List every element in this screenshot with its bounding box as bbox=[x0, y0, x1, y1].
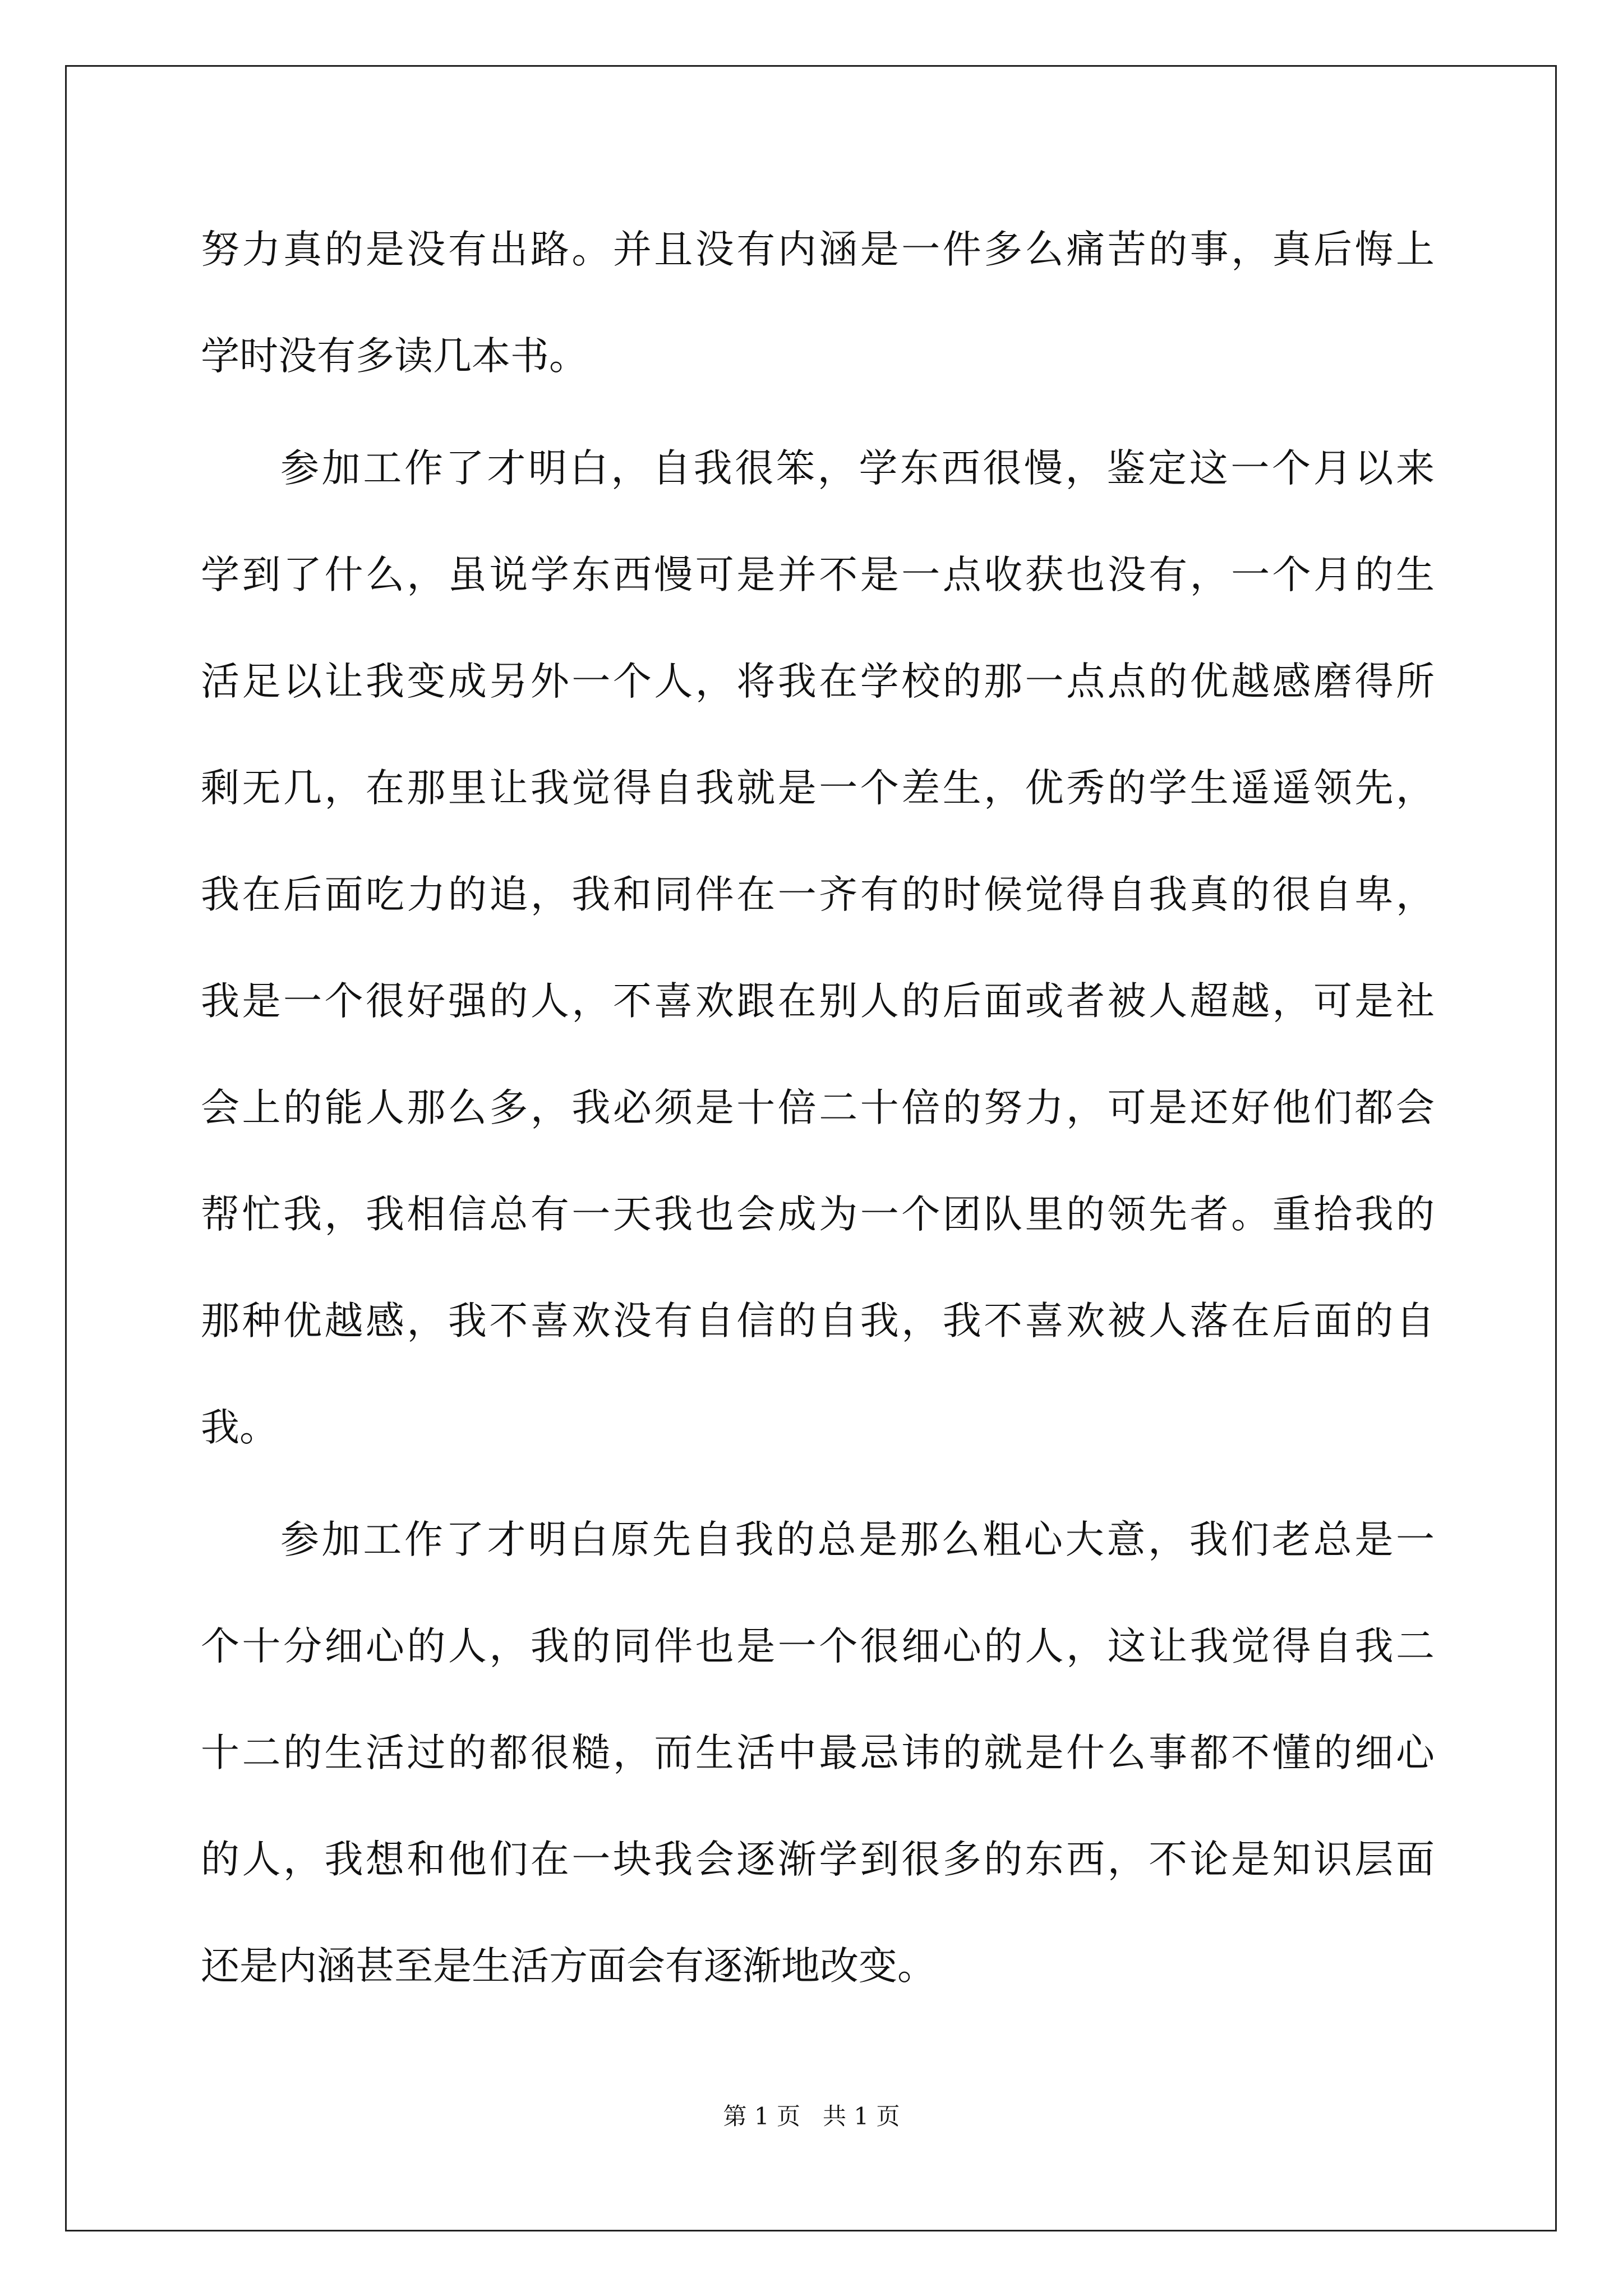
text-line: 剩无几，在那里让我觉得自我就是一个差生，优秀的学生遥遥领先， bbox=[201, 766, 1435, 811]
text-line: 的人，我想和他们在一块我会逐渐学到很多的东西，不论是知识层面 bbox=[201, 1837, 1435, 1882]
text-line: 十二的生活过的都很糙，而生活中最忌讳的就是什么事都不懂的细心 bbox=[201, 1731, 1435, 1775]
text-line: 我是一个很好强的人，不喜欢跟在别人的后面或者被人超越，可是社 bbox=[201, 979, 1435, 1024]
text-line: 我在后面吃力的追，我和同伴在一齐有的时候觉得自我真的很自卑， bbox=[201, 872, 1435, 917]
text-line: 那种优越感，我不喜欢没有自信的自我，我不喜欢被人落在后面的自 bbox=[201, 1299, 1435, 1343]
text-line: 我。 bbox=[201, 1405, 278, 1450]
text-line: 会上的能人那么多，我必须是十倍二十倍的努力，可是还好他们都会 bbox=[201, 1085, 1435, 1130]
text-line: 帮忙我，我相信总有一天我也会成为一个团队里的领先者。重拾我的 bbox=[201, 1192, 1435, 1237]
text-line: 学时没有多读几本书。 bbox=[201, 334, 588, 379]
text-line: 努力真的是没有出路。并且没有内涵是一件多么痛苦的事，真后悔上 bbox=[201, 227, 1435, 272]
page-number-footer: 第 1 页 共 1 页 bbox=[723, 2102, 900, 2130]
text-line: 个十分细心的人，我的同伴也是一个很细心的人，这让我觉得自我二 bbox=[201, 1624, 1435, 1669]
text-line: 还是内涵甚至是生活方面会有逐渐地改变。 bbox=[201, 1944, 936, 1989]
text-line: 学到了什么，虽说学东西慢可是并不是一点收获也没有，一个月的生 bbox=[201, 553, 1435, 597]
page-border bbox=[65, 65, 1557, 2231]
text-line: 活足以让我变成另外一个人，将我在学校的那一点点的优越感磨得所 bbox=[201, 659, 1435, 704]
text-line: 参加工作了才明白原先自我的总是那么粗心大意，我们老总是一 bbox=[280, 1517, 1435, 1562]
text-line: 参加工作了才明白，自我很笨，学东西很慢，鉴定这一个月以来 bbox=[280, 446, 1435, 491]
